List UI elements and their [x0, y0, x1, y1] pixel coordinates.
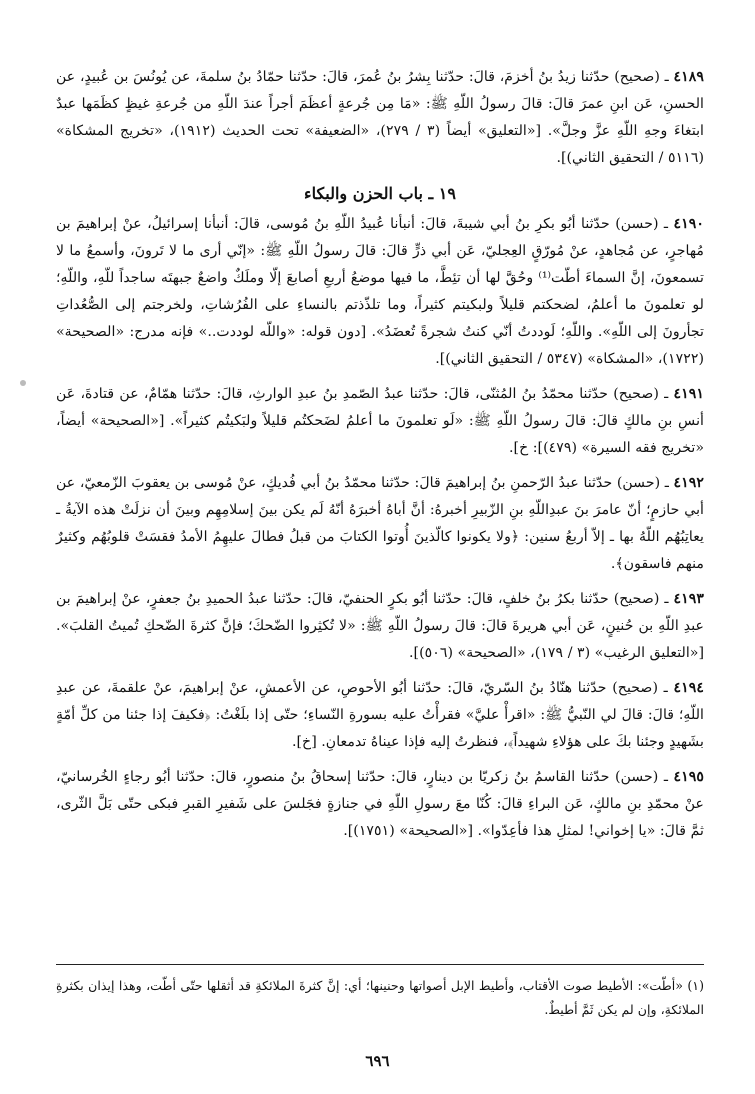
hadith-grade: ـ (صحيح): [613, 386, 669, 402]
hadith-4189: [56, 64, 704, 172]
hadith-4194: [56, 675, 704, 756]
hadith-number: ٤١٩٥: [673, 769, 705, 785]
footnote-text: «أطّت»: الأطيط صوت الأقتاب، وأطيط الإبل أصواتها وحنينها؛ أي: إنَّ كثرةَ الملائكةِ قد أثقلها حتّى أطّت، وهذا إيذان بكثرةِ الملائكةِ، وإن لم يكن ثَمَّ أطيطٌ.: [56, 978, 704, 1017]
hadith-number: ٤١٩٤: [673, 680, 705, 696]
hadith-text: حدّثنا عبدُ الرّحمنِ بنُ إبراهيمَ قالَ: حدّثنا محمّدُ بنُ أبي فُديكٍ، عنْ مُوسى بن يعقوبَ الزّمعيّ، عن أبي حازمٍ؛ أنّ عامرَ بنَ عبدِاللّهِ بنِ الزّبيرِ أخبرهُ: أنَّ أباهُ أخبرَهُ أنّهُ لَم يكن بينَ إسلامِهِم وبينَ أن نزلَتْ هذه الآيةُ ـ يعاتِبُهُم اللّهُ بها ـ إلاّ أربعُ سنين: ﴿ولا يكونوا كالّذينَ أُوتوا الكتابَ من قبلُ فطالَ عليهِمُ الأمدُ فقسَتْ قلوبُهُم وكثيرٌ منهم فاسقون﴾.: [56, 475, 704, 572]
hadith-4191: [56, 381, 704, 462]
hadith-number: ٤١٩٣: [673, 591, 704, 607]
hadith-number: ٤١٩٠: [673, 216, 704, 232]
hadith-4190: [56, 211, 704, 373]
hadith-text: حدّثنا القاسمُ بنُ زكريّا بن دينارٍ، قالَ: حدّثنا إسحاقُ بنُ منصورٍ، قالَ: حدّثنا أبُو رجاءٍ الخُرسانيّ، عنْ محمّدِ بنِ مالكٍ، عَن البراءِ قالَ: كُنّا معَ رسولِ اللّهِ في جنازةٍ فجَلسَ على شَفيرِ القبرِ فبكى حتّى بَلَّ الثّرى، ثمَّ قالَ: «يا إخواني! لمثلِ هذا فأعِدّوا». [«الصحيحة» (١٧٥١)].: [56, 769, 704, 839]
hadith-grade: ـ (صحيح): [614, 69, 669, 85]
hadith-grade: ـ (صحيح): [612, 680, 668, 696]
page-body: [56, 64, 704, 853]
hadith-number: ٤١٨٩: [673, 69, 705, 85]
footnote-marker: (١): [687, 978, 704, 993]
hadith-number: ٤١٩١: [673, 386, 704, 402]
page-number: ٦٩٦: [365, 1052, 390, 1070]
hadith-4193: [56, 586, 704, 667]
hadith-4192: [56, 470, 704, 578]
hadith-grade: ـ (حسن): [615, 769, 669, 785]
footnote-divider: [56, 964, 704, 965]
hadith-number: ٤١٩٢: [673, 475, 704, 491]
chapter-heading: ١٩ ـ باب الحزن والبكاء: [304, 184, 456, 203]
hadith-grade: ـ (صحيح): [613, 591, 669, 607]
hadith-grade: ـ (حسن): [616, 475, 669, 491]
hadith-text: حدّثنا هنّادُ بنُ السّريّ، قالَ: حدّثنا أبُو الأحوصِ، عن الأعمشِ، عنْ إبراهيمَ، عنْ علقمةَ، عن عبدِ اللّهِ؛ قالَ: قالَ لي النّبيُّ ﷺ: «اقرأْ عليَّ» فقرأْتُ عليه بسورةِ النّساءِ؛ حتّى إذا بلَغْتُ: ﴿فكيفَ إذا جئنا من كلِّ أمّةٍ بشَهيدٍ وجئنا بكَ على هؤلاءِ شهيداً﴾، فنظرتُ إليه فإذا عيناهُ تدمعانِ. [خ].: [56, 680, 704, 750]
margin-dot: [20, 380, 26, 386]
hadith-text: حدّثنا أبُو بكرِ بنُ أبي شيبةَ، قالَ: أنبأنا عُبيدُ اللّهِ بنُ مُوسى، قالَ: أنبأنا إسرائيلُ، عنْ إبراهيمَ بن مُهاجرٍ، عن مُجاهدٍ، عنْ مُورّقٍ العِجليّ، عَن أبي ذرٍّ قالَ: قالَ رسولُ اللّهِ ﷺ: «إنّي أرى ما لا تَرونَ، وأسمعُ ما لا تسمعونَ، إنَّ السماءَ أطّت⁽¹⁾ وحُقَّ لها أن تئِطَّ، ما فيها موضعُ أربعِ أصابعَ إلّا وملَكٌ واضعٌ جبهتَه ساجداً للّهِ، واللّهِ؛ لو تعلمونَ ما أعلمُ، لضحكتم قليلاً ولبكيتم كثيراً، وما تلذّذتم بالنساءِ على الفُرُشاتِ، ولخرجتم إلى الصُّعُداتِ تجأرونَ إلى اللّهِ». واللّهِ؛ لَوددتُ أنّي كنتُ شجرةً تُعضَدُ». [دون قوله: «واللّه لوددت..» فإنه مدرج: «الصحيحة» (١٧٢٢)، «المشكاة» (٥٣٤٧ / التحقيق الثاني)].: [56, 216, 705, 367]
footnote: [56, 974, 704, 1022]
hadith-text: حدّثنا زيدُ بنُ أخزمَ، قالَ: حدّثنا بِشرُ بنُ عُمرَ، قالَ: حدّثنا حمّادُ بنُ سلمةَ، عن يُونُسَ بن عُبيدٍ، عن الحسنِ، عَن ابنِ عمرَ قالَ: قالَ رسولُ اللّهِ ﷺ: «مَا مِن جُرعةٍ أعظَمَ أجراً عندَ اللّهِ من جُرعةِ غيظٍ كظَمَها عبدٌ ابتغاءَ وجهِ اللّهِ عزَّ وجلَّ». [«التعليق» أيضاً (٣ / ٢٧٩)، «الضعيفة» تحت الحديث (١٩١٢)، «تخريج المشكاة» (٥١١٦ / التحقيق الثاني)].: [56, 69, 704, 166]
hadith-4195: [56, 764, 704, 845]
hadith-grade: ـ (حسن): [615, 216, 669, 232]
hadith-text: حدّثنا بكرُ بنُ خلفٍ، قالَ: حدّثنا أبُو بكرٍ الحنفيّ، قالَ: حدّثنا عبدُ الحميدِ بنُ جعفرٍ، عنْ إبراهيمَ بن عبدِ اللّهِ بن حُنينٍ، عَن أبي هريرةَ قالَ: قالَ رسولُ اللّهِ ﷺ: «لا تُكثِروا الضّحكَ؛ فإنَّ كثرةَ الضّحكِ تُميتُ القلبَ». [«التعليق الرغيب» (٣ / ١٧٩)، «الصحيحة» (٥٠٦)].: [56, 591, 704, 661]
hadith-text: حدّثنا محمّدُ بنُ المُثنّى، قالَ: حدّثنا عبدُ الصّمدِ بنُ عبدِ الوارثِ، قالَ: حدّثنا همّامٌ، عن قتادةَ، عَن أنسِ بنِ مالكٍ قالَ: قالَ رسولُ اللّهِ ﷺ: «لَو تعلمونَ ما أعلمُ لضَحكتُم قليلاً ولبَكيتُم كثيراً». [«الصحيحة» أيضاً، «تخريج فقه السيرة» (٤٧٩)]: خ].: [56, 386, 704, 456]
